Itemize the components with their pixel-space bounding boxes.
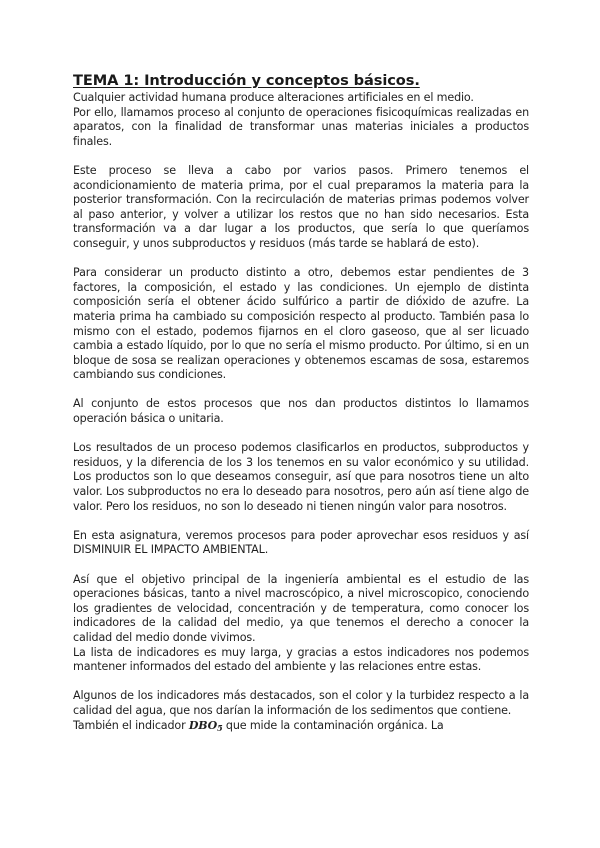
paragraph-process-results: Los resultados de un proceso podemos clasificarlos en productos, subproductos y residuos, y la diferencia de los 3 los tenemos en su valor económico y su utilidad. Los productos son lo que deseamos conseguir, así que para nosotros tiene un alto valor. Los subproductos no era lo deseado para nosotros, pero aún así tiene algo de valor. Pero los residuos, no son lo deseado ni tienen ningún valor para nosotros. — [73, 441, 529, 513]
dbo-text-after: que mide la contaminación orgánica. La — [222, 718, 444, 732]
dbo-formula-subscript: 5 — [217, 722, 223, 733]
paragraph-process-steps: Este proceso se lleva a cabo por varios pasos. Primero tenemos el acondicionamiento de materia prima, por el cual preparamos la materia para la posterior transformación. Con la recirculación de materias primas podemos volver al paso anterior, y volver a utilizar los restos que no han sido necesarios. Esta transformación va a dar lugar a los productos, que sería lo que queríamos conseguir, y unos subproductos y residuos (más tarde se hablará de esto). — [73, 163, 529, 250]
paragraph-intro: Cualquier actividad humana produce alteraciones artificiales en el medio. — [73, 91, 474, 104]
dbo5-formula — [189, 719, 223, 732]
paragraph-dbo-indicator — [73, 719, 529, 736]
dbo-text-before: También el indicador — [73, 718, 189, 732]
document-page — [73, 72, 529, 735]
paragraph-environmental-engineering: Así que el objetivo principal de la ingeniería ambiental es el estudio de las operaciones básicas, tanto a nivel macroscópico, a nivel microscopico, conociendo los gradientes de velocidad, concentración y de temperatura, como conocer los indicadores de la calidad del medio, ya que tenemos el derecho a conocer la calidad del medio donde vivimos. — [73, 572, 529, 644]
paragraph-process-definition: Por ello, llamamos proceso al conjunto de operaciones fisicoquímicas realizadas en aparatos, con la finalidad de transformar unas materias iniciales a productos finales. — [73, 105, 529, 148]
paragraph-unit-operation: Al conjunto de estos procesos que nos dan productos distintos lo llamamos operación básica o unitaria. — [73, 397, 529, 426]
dbo-formula-main: DBO — [188, 718, 218, 732]
paragraph-indicator-list: La lista de indicadores es muy larga, y gracias a estos indicadores nos podemos mantener informados del estado del ambiente y las relaciones entre estas. — [73, 645, 529, 674]
paragraph-product-factors: Para considerar un producto distinto a otro, debemos estar pendientes de 3 factores, la composición, el estado y las condiciones. Un ejemplo de distinta composición sería el obtener ácido sulfúrico a partir de dióxido de azufre. La materia prima ha cambiado su composición respecto al producto. También pasa lo mismo con el estado, podemos fijarnos en el cloro gaseoso, que al ser licuado cambia a estado líquido, por lo que no sería el mismo producto. Por último, si en un bloque de sosa se realizan operaciones y obtenemos escamas de sosa, estaremos cambiando sus condiciones. — [73, 266, 529, 382]
paragraph-subject-goal: En esta asignatura, veremos procesos para poder aprovechar esos residuos y así DISMINUIR EL IMPACTO AMBIENTAL. — [73, 528, 529, 557]
page-title: TEMA 1: Introducción y conceptos básicos. — [73, 72, 420, 89]
paragraph-key-indicators: Algunos de los indicadores más destacados, son el color y la turbidez respecto a la calidad del agua, que nos darían la información de los sedimentos que contiene. — [73, 689, 529, 717]
